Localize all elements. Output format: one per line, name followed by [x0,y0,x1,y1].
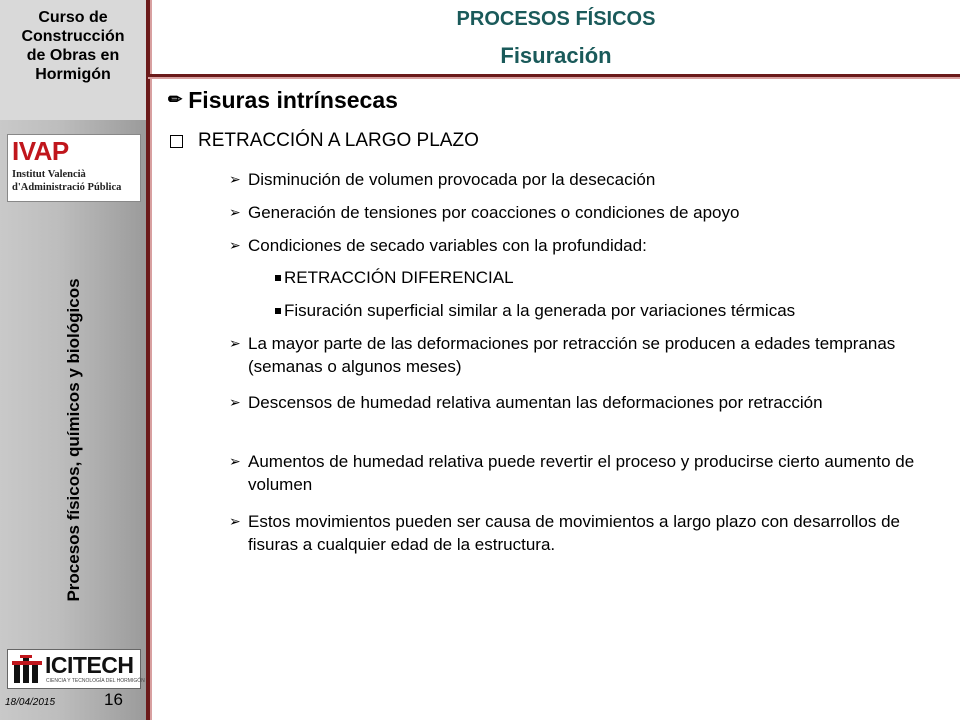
subheading-text: RETRACCIÓN A LARGO PLAZO [198,130,479,151]
ivap-logo-abbrev: IVAP [12,136,69,166]
list-item [229,234,939,257]
sub-list-item [275,299,795,322]
course-title [0,8,146,84]
list-item-text: Estos movimientos pueden ser causa de movimientos a largo plazo con desarrollos de fisuras a cualquier edad de la estructura. [248,512,901,554]
course-title-line: Curso de [38,9,108,26]
list-item [229,510,939,556]
list-item-text: Condiciones de secado variables con la profundidad: [248,236,647,255]
arrow-bullet-icon: ➢ [229,171,241,187]
page-title: PROCESOS FÍSICOS [456,8,656,30]
list-item [229,450,939,496]
slide-page-number: 16 [104,690,123,709]
list-item [229,332,939,378]
arrow-bullet-icon: ➢ [229,453,241,469]
subheading [170,129,479,153]
section-heading [168,86,398,114]
ivap-logo-line1: Institut Valencià [12,169,86,180]
ivap-logo-line2: d'Administració Pública [12,182,122,193]
square-bullet-icon [275,299,284,322]
icitech-wordmark: ICITECH [45,652,134,678]
section-heading-text: Fisuras intrínsecas [188,87,398,113]
icitech-logo [7,649,145,689]
pencil-icon: ✏ [168,90,183,109]
square-bullet-icon [275,266,284,289]
course-title-line: Construcción [21,28,125,45]
ivap-logo [7,134,141,202]
list-item-text: La mayor parte de las deformaciones por retracción se producen a edades tempranas (semanas o algunos meses) [248,334,896,376]
slide-date: 18/04/2015 [5,697,56,708]
checkbox-square-icon [170,135,183,148]
header-divider-highlight [148,77,960,79]
sub-list-item-text: RETRACCIÓN DIFERENCIAL [284,268,514,287]
sub-list-item-text: Fisuración superficial similar a la generada por variaciones térmicas [284,301,796,320]
sidebar-divider-highlight [150,0,152,720]
icitech-tagline: CIENCIA Y TECNOLOGÍA DEL HORMIGÓN [46,678,145,684]
list-item-text: Descensos de humedad relativa aumentan las deformaciones por retracción [248,393,823,412]
list-item [229,201,939,224]
list-item [229,391,939,414]
list-item [229,168,939,191]
arrow-bullet-icon: ➢ [229,513,241,529]
course-title-line: Hormigón [35,66,111,83]
sub-list-item [275,266,514,289]
arrow-bullet-icon: ➢ [229,204,241,220]
icitech-mark-icon [12,653,42,685]
list-item-text: Generación de tensiones por coacciones o condiciones de apoyo [248,203,740,222]
page-subtitle: Fisuración [500,43,612,68]
vertical-course-module-title: Procesos físicos, químicos y biológicos [64,278,83,602]
list-item-text: Disminución de volumen provocada por la desecación [248,170,656,189]
arrow-bullet-icon: ➢ [229,335,241,351]
course-title-line: de Obras en [26,47,120,64]
list-item-text: Aumentos de humedad relativa puede revertir el proceso y producirse cierto aumento de volumen [248,452,915,494]
arrow-bullet-icon: ➢ [229,237,241,253]
arrow-bullet-icon: ➢ [229,394,241,410]
